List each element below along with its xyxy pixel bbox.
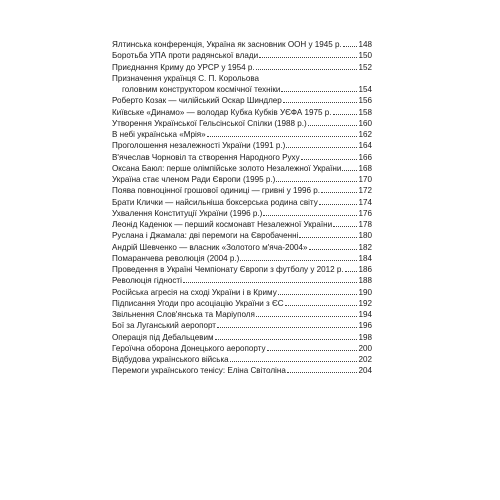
dot-leader (299, 237, 357, 238)
toc-page-number: 156 (358, 96, 372, 106)
dot-leader (256, 316, 358, 317)
toc-entry[interactable] (112, 197, 372, 208)
toc-page-number: 148 (358, 40, 372, 49)
toc-entry-title: Брати Клички — найсильніша боксерська родина світу (112, 197, 318, 207)
toc-page-number: 174 (358, 197, 372, 207)
toc-entry[interactable] (112, 50, 372, 61)
toc-page-number: 152 (358, 62, 372, 72)
dot-leader (333, 114, 358, 115)
toc-page-number: 194 (358, 310, 372, 319)
dot-leader (276, 181, 357, 182)
dot-leader (286, 147, 357, 148)
toc-page-number: 180 (358, 231, 372, 241)
dot-leader (333, 226, 357, 227)
toc-entry[interactable] (112, 298, 372, 309)
toc-page-number: 170 (358, 175, 372, 184)
toc-entry[interactable] (112, 253, 372, 264)
toc-page-number: 160 (358, 118, 372, 128)
toc-entry-title: Руслана і Джамала: дві перемоги на Євробаченні (112, 231, 299, 241)
toc-entry[interactable] (112, 163, 372, 174)
toc-page-number: 154 (358, 85, 372, 94)
toc-entry[interactable] (112, 208, 372, 219)
toc-entry[interactable] (112, 62, 372, 73)
toc-page-number: 158 (358, 107, 372, 117)
toc-entry[interactable] (112, 264, 372, 275)
toc-entry[interactable] (112, 152, 372, 163)
toc-entry-title: Операція під Дебальцевим (112, 332, 214, 342)
dot-leader (240, 260, 357, 261)
dot-leader (285, 305, 358, 306)
toc-entry-title: Поява повноцінної грошової одиниці — гривні у 1996 р. (112, 186, 321, 196)
dot-leader (183, 282, 358, 283)
toc-entry[interactable] (112, 95, 372, 106)
toc-entry-title: Підписання Угоди про асоціацію України з ЄС (112, 298, 284, 308)
toc-entry-title: Перемоги українського тенісу: Еліна Світоліна (112, 366, 286, 376)
toc-entry[interactable] (112, 230, 372, 241)
toc-entry-title: Ялтинська конференція, Україна як засновник ООН у 1945 р. (112, 40, 342, 49)
toc-entry[interactable] (112, 275, 372, 286)
dot-leader (345, 271, 358, 272)
dot-leader (321, 192, 357, 193)
toc-entry[interactable] (112, 107, 372, 118)
toc-page-number: 172 (358, 186, 372, 196)
dot-leader (301, 159, 358, 160)
toc-entry[interactable] (112, 242, 372, 253)
dot-leader (278, 294, 358, 295)
toc-entry[interactable] (112, 343, 372, 354)
toc-page-number: 164 (358, 141, 372, 151)
toc-entry[interactable] (112, 73, 372, 96)
toc-page-number: 200 (358, 343, 372, 353)
toc-entry[interactable] (112, 320, 372, 331)
toc-page-number: 184 (358, 253, 372, 263)
dot-leader (342, 170, 357, 171)
dot-leader (267, 350, 358, 351)
toc-entry[interactable] (112, 365, 372, 376)
toc-page-number: 162 (358, 130, 372, 139)
toc-entry-title: Україна стає членом Ради Європи (1995 р.) (112, 175, 276, 184)
dot-leader (207, 136, 358, 137)
toc-entry-title: Ухвалення Конституції України (1996 р.) (112, 208, 263, 218)
toc-entry[interactable] (112, 140, 372, 151)
toc-entry-title: Героїчна оборона Донецького аеропорту (112, 343, 266, 353)
toc-page-number: 190 (358, 287, 372, 297)
dot-leader (309, 249, 358, 250)
toc-page-number: 198 (358, 332, 372, 342)
dot-leader (308, 125, 358, 126)
toc-entry-title: Леонід Каденюк — перший космонавт Незалежної України (112, 220, 333, 229)
dot-leader (283, 102, 358, 103)
toc-entry-title: Роберто Козак — чилійський Оскар Шиндлер (112, 96, 282, 106)
toc-page-number: 202 (358, 355, 372, 364)
toc-entry-title: Бої за Луганський аеропорт (112, 321, 216, 331)
toc-entry-title: Помаранчева революція (2004 р.) (112, 253, 240, 263)
dot-leader (263, 215, 357, 216)
toc-entry-title: Проведення в Україні Чемпіонату Європи з футболу у 2012 р. (112, 265, 344, 274)
dot-leader (343, 46, 358, 47)
toc-entry[interactable] (112, 219, 372, 230)
toc-entry[interactable] (112, 129, 372, 140)
table-of-contents (112, 39, 372, 377)
dot-leader (287, 372, 358, 373)
toc-entry-title: Звільнення Слов'янська та Маріуполя (112, 310, 255, 319)
toc-entry[interactable] (112, 287, 372, 298)
toc-entry-title: Утворення Української Гельсінської Спілки (1988 р.) (112, 118, 307, 128)
toc-entry-title: В'ячеслав Чорновіл та створення Народного Руху (112, 152, 300, 162)
toc-page-number: 150 (358, 51, 372, 61)
toc-page-number: 188 (358, 276, 372, 286)
dot-leader (256, 69, 358, 70)
toc-page-number: 176 (358, 208, 372, 218)
toc-entry-title-continued: головним конструктором космічної техніки (122, 85, 281, 94)
toc-entry-title: Відбудова українського війська (112, 355, 229, 364)
toc-entry-title: Оксана Баюл: перше олімпійське золото Незалежної України (112, 163, 342, 173)
toc-entry[interactable] (112, 354, 372, 365)
toc-page-number: 196 (358, 321, 372, 331)
toc-entry-title: Проголошення незалежності України (1991 р.) (112, 141, 286, 151)
toc-entry-title: Приєднання Криму до УРСР у 1954 р. (112, 62, 255, 72)
toc-page-number: 178 (358, 220, 372, 229)
dot-leader (217, 327, 358, 328)
toc-entry[interactable] (112, 185, 372, 196)
toc-entry-title: Андрій Шевченко — власник «Золотого м'яча-2004» (112, 242, 308, 252)
toc-entry[interactable] (112, 332, 372, 343)
dot-leader (281, 91, 357, 92)
dot-leader (215, 339, 358, 340)
dot-leader (319, 204, 358, 205)
toc-entry[interactable] (112, 118, 372, 129)
toc-entry-title: Київське «Динамо» — володар Кубка Кубків УЄФА 1975 р. (112, 107, 332, 117)
toc-entry-title: Боротьба УПА проти радянської влади (112, 51, 259, 61)
toc-page-number: 192 (358, 298, 372, 308)
toc-entry[interactable] (112, 39, 372, 50)
toc-page-number: 166 (358, 152, 372, 162)
toc-page-number: 182 (358, 242, 372, 252)
toc-entry[interactable] (112, 309, 372, 320)
toc-entry[interactable] (112, 174, 372, 185)
toc-page-number: 204 (358, 366, 372, 376)
toc-page-number: 168 (358, 163, 372, 173)
dot-leader (230, 361, 358, 362)
dot-leader (259, 57, 357, 58)
toc-entry-title: В небі українська «Мрія» (112, 130, 206, 139)
toc-page-number: 186 (358, 265, 372, 274)
toc-entry-title: Російська агресія на сході України і в Криму (112, 287, 277, 297)
toc-entry-title: Революція гідності (112, 276, 182, 286)
toc-entry-title: Призначення українця С. П. Корольова (112, 73, 260, 83)
